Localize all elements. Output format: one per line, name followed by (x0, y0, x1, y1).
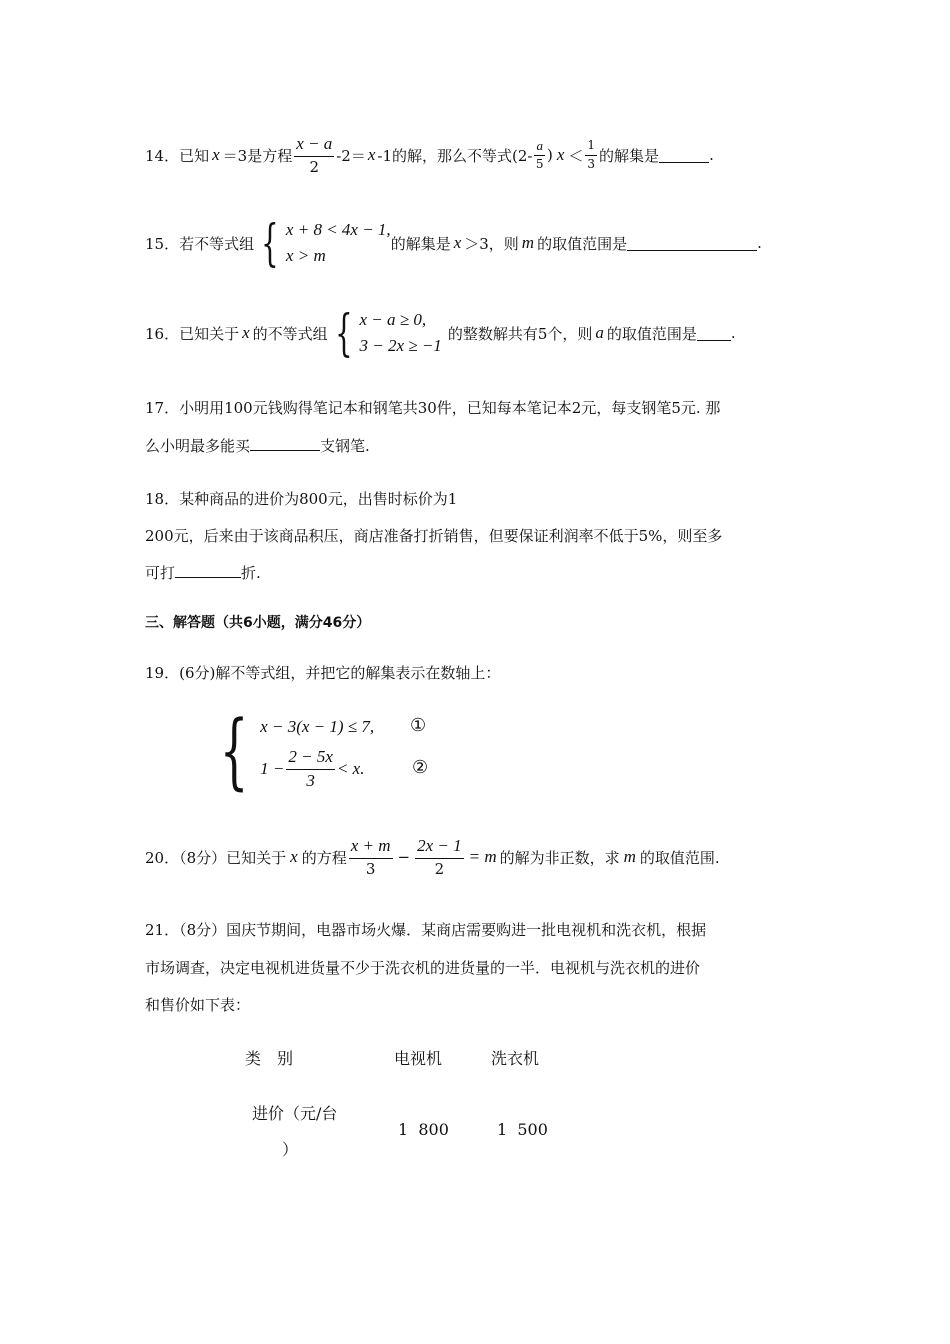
table-header-category: 类 别 (245, 1049, 294, 1068)
q21-line-1: 21．（8分）国庆节期间，电器市场火爆．某商店需要购进一批电视机和洗衣机，根据 (145, 921, 707, 939)
q21-line-3: 和售价如下表： (145, 996, 251, 1014)
table-row1-washer-price: 1 500 (497, 1120, 548, 1139)
q20-fraction-1: $\frac{x + m}{3}$ (350, 835, 391, 878)
table-row1-label-cont: ） (282, 1140, 299, 1159)
q15-system-line-2: x > m (285, 246, 326, 265)
q21-line-2: 市场调查，决定电视机进货量不少于洗衣机的进货量的一半．电视机与洗衣机的进价 (145, 959, 701, 977)
q15-var-m: m (521, 233, 535, 252)
q16-system-line-1: x − a ≥ 0, (359, 310, 427, 329)
q17-line-1: 17．小明用100元钱购得笔记本和钢笔共30件，已知每本笔记本2元，每支钢笔5元. 那 (145, 399, 721, 417)
q19-fraction: $\frac{2 - 5x}{3}$ (288, 746, 333, 790)
question-16 (145, 306, 736, 360)
q17-line-2: 么小明最多能买 支钢笔. (145, 437, 370, 455)
q15-text-2: 的解集是 (390, 234, 451, 253)
q14-end: . (709, 146, 714, 164)
q16-text-2: 的不等式组 (252, 324, 328, 343)
q20-var-m: m (623, 847, 636, 866)
q15-text-4: 的取值范围是 (537, 234, 628, 253)
q14-var-x3: x (556, 145, 565, 164)
q16-number: 16． (145, 324, 180, 343)
q14-var-x2: x (367, 145, 376, 164)
q16-answer-blank[interactable] (697, 326, 731, 341)
q16-end: . (730, 324, 736, 342)
q16-system-line-2: 3 − 2x ≥ −1 (359, 336, 442, 355)
q19-line-2: 1 − $\frac{2 - 5x}{3}$ < x. (260, 746, 365, 790)
q14-text-7: 的解集是 (599, 146, 660, 165)
q14-var-x: x (212, 145, 220, 164)
q19-text: 19．(6分)解不等式组，并把它的解集表示在数轴上： (145, 664, 501, 682)
q14-text-2: ＝3是方程 (222, 146, 293, 165)
q18-answer-blank[interactable] (175, 563, 241, 578)
q16-var-x: x (242, 323, 250, 342)
q16-var-a: a (595, 323, 604, 342)
q19-mark-2: ② (412, 757, 429, 778)
q14-number: 14． (145, 146, 180, 165)
q14-text-6: ＜ (568, 146, 584, 165)
q14-text-3: -2＝ (336, 146, 366, 165)
q17-answer-blank[interactable] (250, 436, 320, 451)
q15-inequality-system: { x + 8 < 4x − 1, x > m (261, 214, 391, 272)
q15-number: 15． (145, 234, 180, 253)
q15-answer-blank[interactable] (627, 236, 757, 251)
q20-var-x: x (290, 847, 298, 866)
q14-fraction-2: $\frac{a}{5}$ (535, 137, 544, 172)
q15-text-1: 若不等式组 (179, 234, 255, 253)
question-14 (145, 135, 714, 175)
q14-text-4: -1的解，那么不等式(2- (377, 146, 533, 165)
q16-text-1: 已知关于 (179, 324, 240, 343)
q14-answer-blank[interactable] (659, 148, 709, 163)
q16-text-4: 的取值范围是 (606, 324, 697, 343)
q16-text-3: 的整数解共有5个，则 (447, 324, 593, 343)
question-20: 20．（8分）已知关于 x 的方程 $\frac{x + m}{3}$ − $\frac{2x - 1}{2}$ = m 的解为非正数，求 m 的取值范围. (145, 835, 720, 878)
table-row1-tv-price: 1 800 (398, 1120, 449, 1139)
q18-line-1: 18．某种商品的进价为800元，出售时标价为1 (145, 490, 458, 508)
q19-inequality-system: { x − 3(x − 1) ≤ 7, 1 − $\frac{2 - 5x}{3}$ < x. (208, 710, 480, 794)
q15-system-line-1: x + 8 < 4x − 1, (285, 220, 391, 239)
q18-line-3: 可打 折. (145, 564, 261, 582)
table-header-washer: 洗衣机 (491, 1049, 540, 1068)
q15-end: . (757, 234, 762, 252)
q20-fraction-2: $\frac{2x - 1}{2}$ (417, 835, 462, 878)
question-15 (145, 216, 762, 270)
q15-text-3: ＞3，则 (464, 234, 519, 253)
q14-text-5: ) (546, 146, 553, 164)
q14-fraction-1: $\frac{x - a}{2}$ (296, 133, 333, 176)
table-header-tv: 电视机 (394, 1049, 443, 1068)
table-row1-label: 进价（元/台 (252, 1104, 338, 1123)
q14-text-1: 已知 (179, 146, 210, 165)
q16-inequality-system: { x − a ≥ 0, 3 − 2x ≥ −1 (334, 304, 442, 362)
q19-mark-1: ① (410, 715, 427, 736)
q19-line-1: x − 3(x − 1) ≤ 7, (260, 717, 375, 736)
q15-var-x: x (453, 233, 462, 252)
section-3-title: 三、解答题（共6小题，满分46分） (145, 615, 371, 631)
q14-fraction-3: $\frac{1}{3}$ (587, 138, 596, 171)
q18-line-2: 200元，后来由于该商品积压，商店准备打折销售，但要保证利润率不低于5%，则至多 (145, 527, 723, 545)
